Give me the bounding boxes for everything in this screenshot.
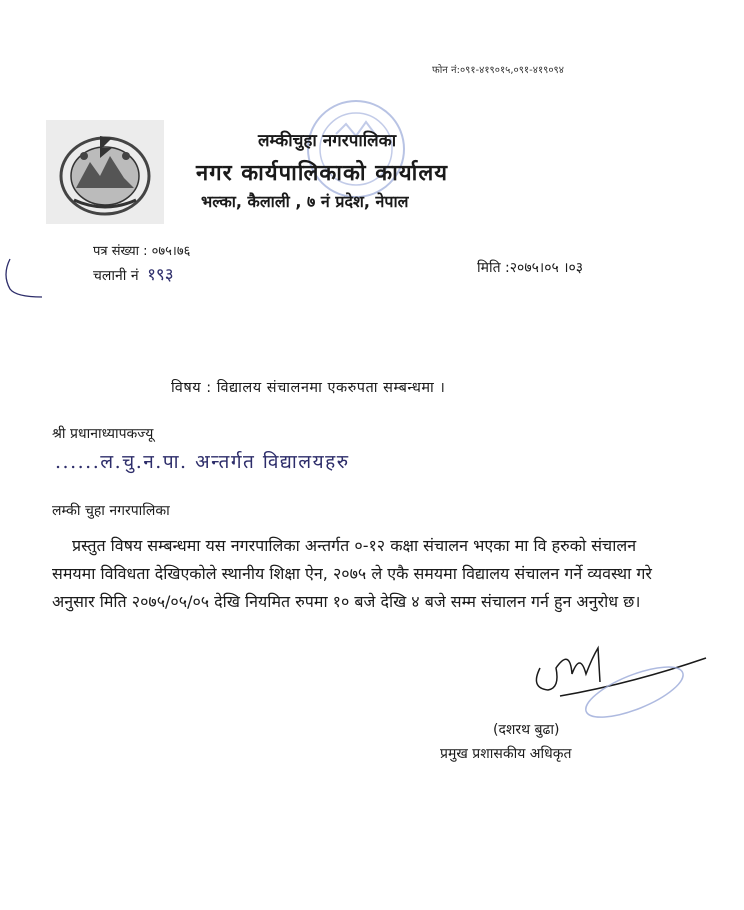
dispatch-number-line bbox=[93, 262, 174, 285]
signatory-name: (दशरथ बुढा) bbox=[493, 722, 560, 738]
salutation: श्री प्रधानाध्यापकज्यू bbox=[52, 426, 154, 442]
letter-body: प्रस्तुत विषय सम्बन्धमा यस नगरपालिका अन्तर्गत ०-१२ कक्षा संचालन भएका मा वि हरुको संचालन समयमा विविधता देखिएकोले स्थानीय शिक्षा ऐन, २०७५ ले एकै समयमा विद्यालय संचालन गर्ने व्यवस्था गरे अनुसार मिति २०७५/०५/०५ देखि नियमित रुपमा १० बजे देखि ४ बजे सम्म संचालन गर्न हुन अनुरोध छ। bbox=[52, 536, 652, 611]
letter-date: मिति :२०७५।०५ ।०३ bbox=[477, 260, 584, 276]
margin-pen-mark-icon bbox=[0, 255, 50, 309]
recipient-municipality: लम्की चुहा नगरपालिका bbox=[52, 503, 170, 519]
subject-line: विषय : विद्यालय संचालनमा एकरुपता सम्बन्धमा । bbox=[171, 380, 446, 396]
dispatch-label: चलानी नं bbox=[93, 268, 139, 284]
signatory-title: प्रमुख प्रशासकीय अधिकृत bbox=[440, 746, 572, 762]
office-address: भल्का, कैलाली , ७ नं प्रदेश, नेपाल bbox=[201, 192, 409, 211]
office-title: नगर कार्यपालिकाको कार्यालय bbox=[196, 161, 448, 186]
municipality-name: लम्कीचुहा नगरपालिका bbox=[258, 131, 397, 151]
handwritten-recipient: ......ल.चु.न.पा. अन्तर्गत विद्यालयहरु bbox=[55, 451, 350, 473]
dispatch-number: १९३ bbox=[147, 265, 174, 285]
phone-line: फोन नं:०९१-४१९०१५,०९१-४१९०९४ bbox=[432, 65, 564, 76]
letter-number: पत्र संख्या : ०७५।७६ bbox=[93, 244, 191, 259]
nepal-emblem-icon bbox=[46, 120, 164, 224]
